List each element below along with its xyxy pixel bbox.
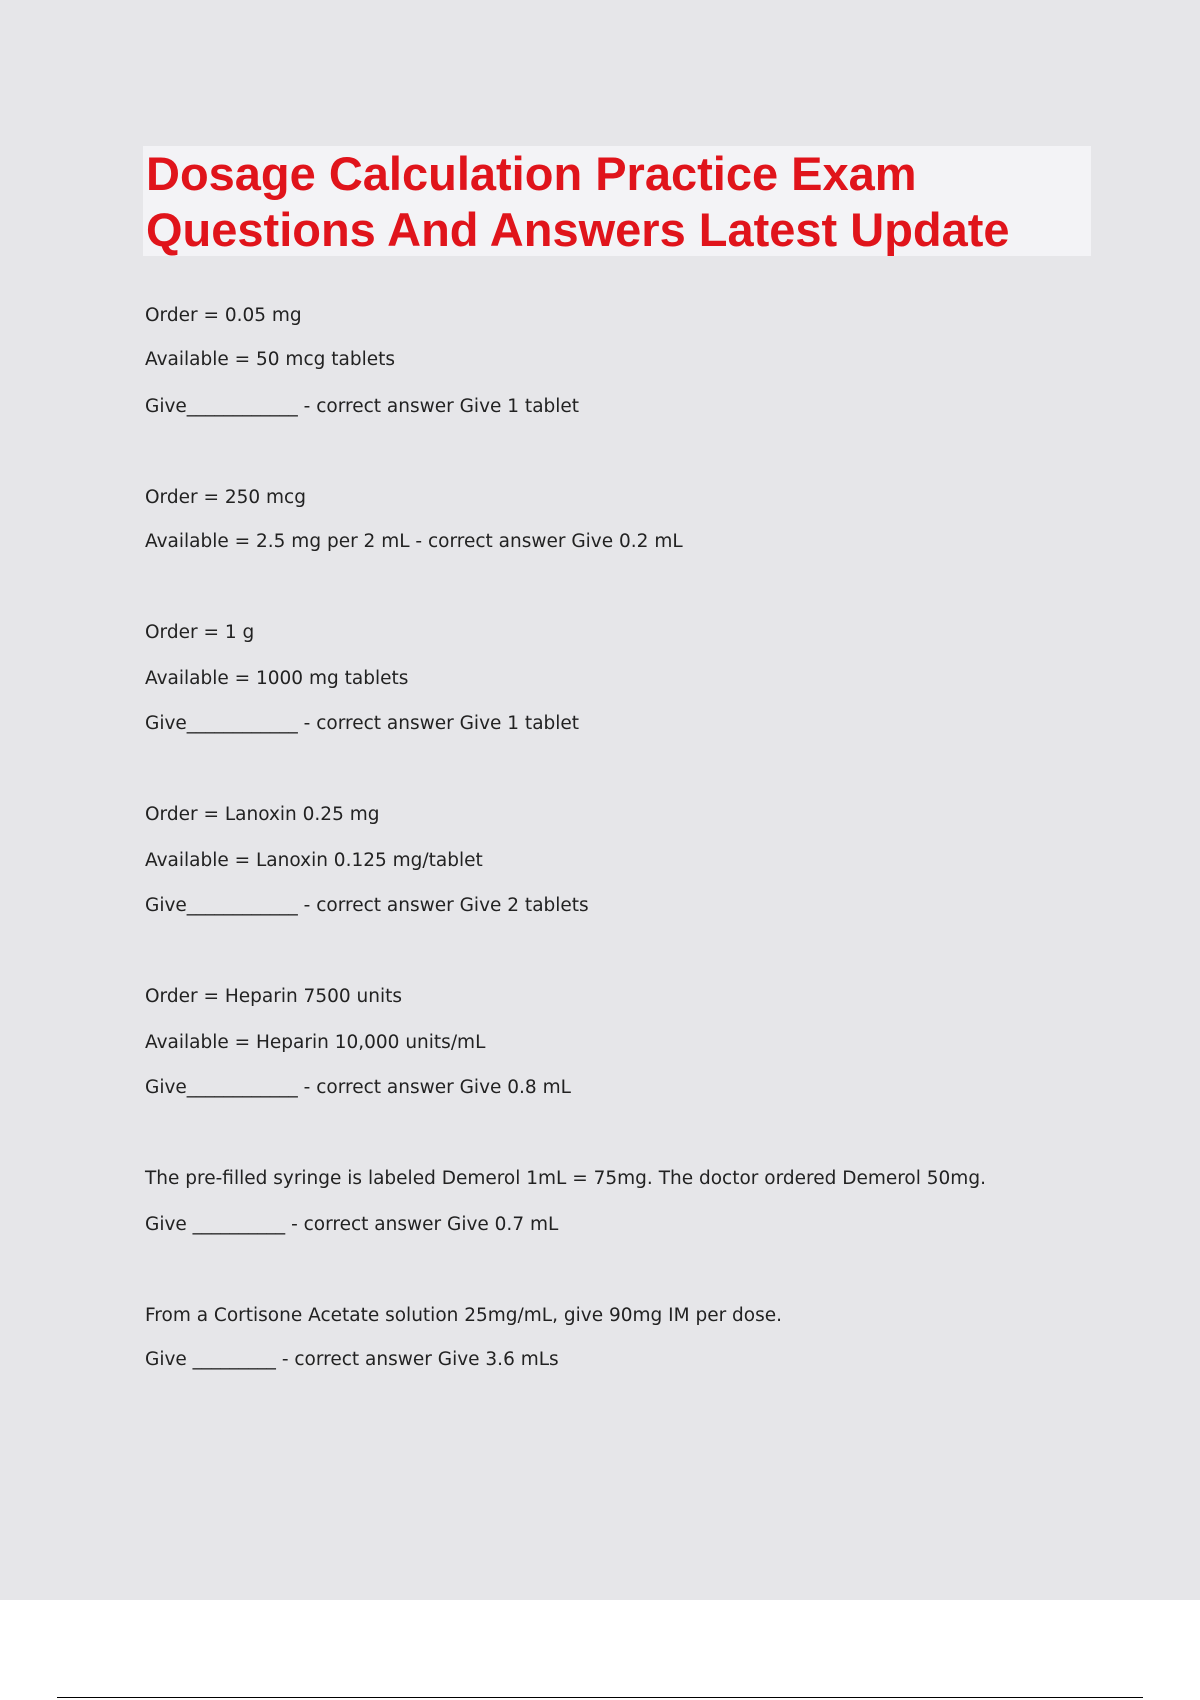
question-3-order: Order = 1 g	[145, 622, 255, 643]
document-title-line-1: Dosage Calculation Practice Exam	[146, 147, 917, 200]
question-7-answer: Give _________ - correct answer Give 3.6 mLs	[145, 1349, 559, 1370]
question-5-available: Available = Heparin 10,000 units/mL	[145, 1032, 486, 1053]
question-3-answer: Give____________ - correct answer Give 1 tablet	[145, 713, 580, 734]
question-6-answer: Give __________ - correct answer Give 0.7 mL	[145, 1214, 559, 1235]
question-5-order: Order = Heparin 7500 units	[145, 986, 403, 1007]
footer-divider	[57, 1697, 1143, 1698]
question-4-answer: Give____________ - correct answer Give 2 tablets	[145, 895, 589, 916]
question-4-available: Available = Lanoxin 0.125 mg/tablet	[145, 850, 483, 871]
question-6-prompt: The pre-filled syringe is labeled Demerol 1mL = 75mg. The doctor ordered Demerol 50mg.	[145, 1168, 986, 1189]
question-7-prompt: From a Cortisone Acetate solution 25mg/mL, give 90mg IM per dose.	[145, 1305, 783, 1326]
question-1-answer: Give____________ - correct answer Give 1 tablet	[145, 396, 580, 417]
question-2-available-answer: Available = 2.5 mg per 2 mL - correct answer Give 0.2 mL	[145, 531, 683, 552]
question-4-order: Order = Lanoxin 0.25 mg	[145, 804, 380, 825]
question-5-answer: Give____________ - correct answer Give 0.8 mL	[145, 1077, 571, 1098]
question-2-order: Order = 250 mcg	[145, 487, 306, 508]
title-block	[143, 146, 1091, 256]
question-1-available: Available = 50 mcg tablets	[145, 349, 395, 370]
question-3-available: Available = 1000 mg tablets	[145, 668, 409, 689]
question-1-order: Order = 0.05 mg	[145, 305, 302, 326]
document-title-line-2: Questions And Answers Latest Update	[146, 203, 1010, 256]
